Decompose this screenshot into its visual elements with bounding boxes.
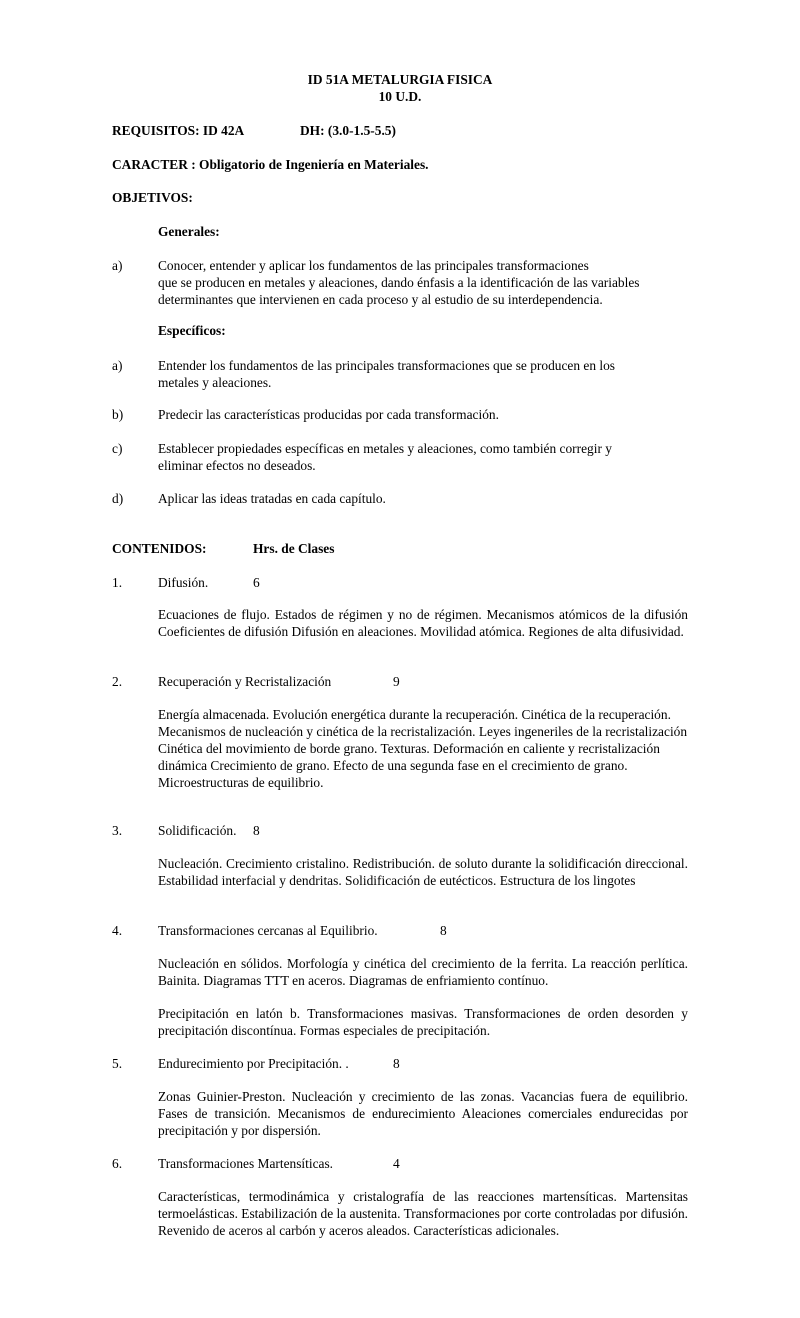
dh-label: DH: (3.0-1.5-5.5) [300, 123, 396, 138]
hrs-heading: Hrs. de Clases [253, 541, 335, 556]
item-6-number: 6. [112, 1156, 123, 1171]
item-2-title: Recuperación y Recristalización [158, 674, 332, 689]
item-4-title: Transformaciones cercanas al Equilibrio. [158, 923, 378, 938]
text-line: Establecer propiedades específicas en metales y aleaciones, como también corregir y [158, 441, 612, 456]
especificos-item-b [158, 406, 688, 423]
text-line: metales y aleaciones. [158, 375, 272, 390]
text-line: Entender los fundamentos de las principales transformaciones que se producen en los [158, 358, 616, 373]
item-5-title: Endurecimiento por Precipitación. . [158, 1056, 349, 1071]
objetivos-heading: OBJETIVOS: [112, 190, 193, 205]
item-4-description-2: Precipitación en latón b. Transformaciones masivas. Transformaciones de orden desorden y precipitación discontínua. Formas especiales de precipitación. [158, 1006, 688, 1038]
course-title: ID 51A METALURGIA FISICA [307, 72, 493, 87]
text-line: determinantes que intervienen en cada proceso y al estudio de su interdependencia. [158, 292, 603, 307]
especificos-item-a [158, 357, 688, 391]
contenidos-heading: CONTENIDOS: [112, 541, 207, 556]
especificos-item-c [158, 440, 688, 474]
especificos-item-d [158, 490, 688, 507]
item-1-description: Ecuaciones de flujo. Estados de régimen y no de régimen. Mecanismos atómicos de la difusión Coeficientes de difusión Difusión en aleaciones. Movilidad atómica. Regiones de alta difusividad. [158, 607, 688, 639]
item-6-title: Transformaciones Martensíticas. [158, 1156, 334, 1171]
requisitos-label: REQUISITOS: ID 42A [112, 123, 245, 138]
text-line: que se producen en metales y aleaciones, dando énfasis a la identificación de las variables [158, 275, 640, 290]
item-1-title: Difusión. [158, 575, 209, 590]
item-4-number: 4. [112, 923, 123, 938]
item-2-number: 2. [112, 674, 123, 689]
course-credits: 10 U.D. [378, 89, 422, 104]
item-5-number: 5. [112, 1056, 123, 1071]
item-6-hours: 4 [393, 1156, 400, 1171]
generales-heading: Generales: [158, 224, 220, 239]
especificos-heading: Específicos: [158, 323, 226, 338]
especificos-marker-b: b) [112, 407, 124, 422]
item-6-description: Características, termodinámica y cristalografía de las reacciones martensíticas. Martensitas termoelásticas. Estabilización de la austenita. Transformaciones por corte controladas por difusión. Revenido de aceros al carbón y aceros aleados. Características adicionales. [158, 1189, 688, 1238]
item-4-hours: 8 [440, 923, 447, 938]
item-3-description: Nucleación. Crecimiento cristalino. Redistribución. de soluto durante la solidificación direccional. Estabilidad interfacial y dendritas. Solidificación de eutécticos. Estructura de los lingotes [158, 856, 688, 888]
item-3-title: Solidificación. [158, 823, 237, 838]
item-1-hours: 6 [253, 575, 260, 590]
item-1-number: 1. [112, 575, 123, 590]
item-2-hours: 9 [393, 674, 400, 689]
generales-marker: a) [112, 258, 123, 273]
especificos-marker-d: d) [112, 491, 124, 506]
item-4-description: Nucleación en sólidos. Morfología y cinética del crecimiento de la ferrita. La reacción perlítica. Bainita. Diagramas TTT en aceros. Diagramas de enfriamiento contínuo. [158, 956, 688, 988]
item-5-hours: 8 [393, 1056, 400, 1071]
item-3-hours: 8 [253, 823, 260, 838]
text-line: eliminar efectos no deseados. [158, 458, 316, 473]
item-3-number: 3. [112, 823, 123, 838]
text-line: Predecir las características producidas por cada transformación. [158, 407, 499, 422]
especificos-marker-a: a) [112, 358, 123, 373]
especificos-marker-c: c) [112, 441, 123, 456]
caracter-line: CARACTER : Obligatorio de Ingeniería en Materiales. [112, 157, 429, 172]
text-line: Conocer, entender y aplicar los fundamentos de las principales transformaciones [158, 258, 589, 273]
text-line: Aplicar las ideas tratadas en cada capítulo. [158, 491, 386, 506]
item-5-description: Zonas Guinier-Preston. Nucleación y crecimiento de las zonas. Vacancias fuera de equilibrio. Fases de transición. Mecanismos de endurecimiento Aleaciones comerciales endurecidas por precipitación y por dispersión. [158, 1089, 688, 1138]
generales-item [158, 257, 688, 308]
item-2-description: Energía almacenada. Evolución energética durante la recuperación. Cinética de la recuperación. Mecanismos de nucleación y cinética de la recristalización. Leyes ingeneriles de la recristalización Cinética del movimiento de borde grano. Texturas. Deformación en caliente y recristalización dinámica Crecimiento de grano. Efecto de una segunda fase en el crecimiento de grano. Microestructuras de equilibrio. [158, 707, 688, 790]
